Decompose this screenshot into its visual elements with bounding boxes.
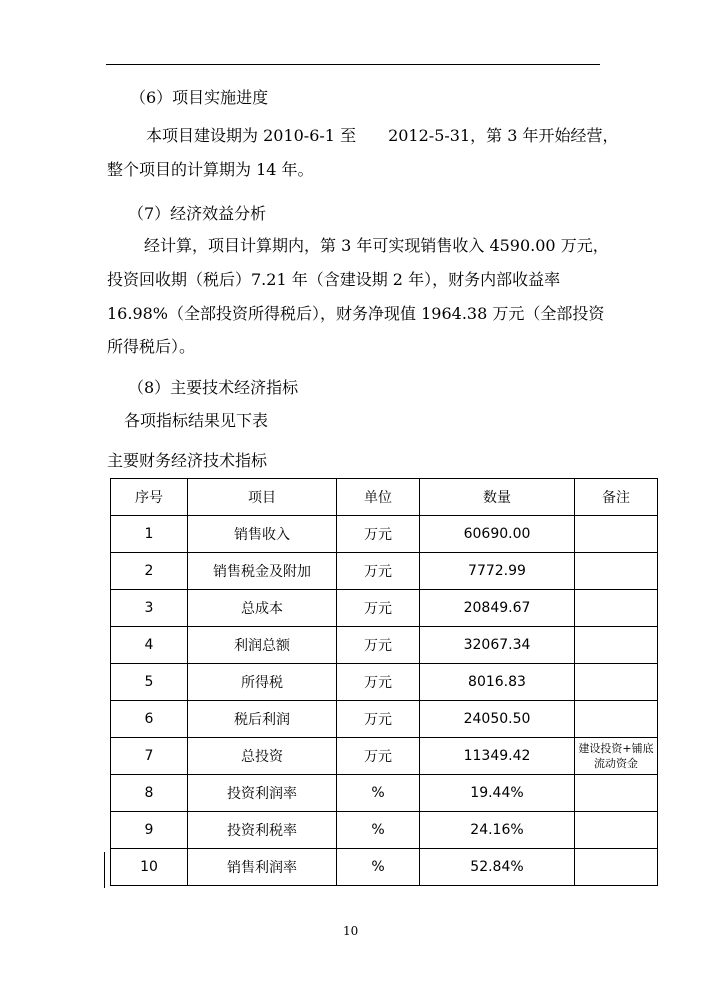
column-header-index: 序号 [111, 479, 188, 516]
cell-remark [575, 590, 658, 627]
indicator-heading: （8）主要技术经济指标 [128, 378, 299, 397]
table-header-row [111, 479, 658, 516]
table-row [111, 738, 658, 775]
column-header-remark: 备注 [575, 479, 658, 516]
table-row [111, 553, 658, 590]
cell-index: 2 [111, 553, 188, 590]
table-row [111, 849, 658, 886]
cell-remark [575, 849, 658, 886]
cell-unit: 万元 [337, 664, 420, 701]
benefit-paragraph-line: 经计算，项目计算期内，第 3 年可实现销售收入 4590.00 万元， [144, 236, 609, 255]
cell-index: 8 [111, 775, 188, 812]
cell-unit: 万元 [337, 516, 420, 553]
table-row [111, 516, 658, 553]
cell-remark [575, 664, 658, 701]
cell-amount: 7772.99 [420, 553, 575, 590]
cell-remark [575, 627, 658, 664]
column-header-unit: 单位 [337, 479, 420, 516]
cell-remark [575, 516, 658, 553]
cell-item: 销售收入 [188, 516, 337, 553]
cell-amount: 52.84% [420, 849, 575, 886]
benefit-paragraph-line: 16.98%（全部投资所得税后），财务净现值 1964.38 万元（全部投资 [107, 304, 605, 323]
margin-mark [104, 852, 105, 888]
cell-unit: 万元 [337, 627, 420, 664]
progress-paragraph-line: 本项目建设期为 2010-6-1 至 2012-5-31，第 3 年开始经营， [146, 126, 619, 145]
cell-item: 销售税金及附加 [188, 553, 337, 590]
progress-paragraph-line: 整个项目的计算期为 14 年。 [107, 160, 314, 179]
cell-amount: 20849.67 [420, 590, 575, 627]
benefit-paragraph-line: 投资回收期（税后）7.21 年（含建设期 2 年），财务内部收益率 [107, 270, 561, 289]
cell-index: 3 [111, 590, 188, 627]
cell-unit: 万元 [337, 738, 420, 775]
cell-item: 投资利税率 [188, 812, 337, 849]
progress-heading: （6）项目实施进度 [130, 88, 269, 107]
cell-amount: 8016.83 [420, 664, 575, 701]
cell-unit: 万元 [337, 701, 420, 738]
cell-remark [575, 701, 658, 738]
table-row [111, 701, 658, 738]
table-row [111, 590, 658, 627]
cell-index: 7 [111, 738, 188, 775]
cell-remark [575, 775, 658, 812]
cell-item: 所得税 [188, 664, 337, 701]
cell-unit: % [337, 775, 420, 812]
cell-amount: 60690.00 [420, 516, 575, 553]
column-header-item: 项目 [188, 479, 337, 516]
cell-item: 税后利润 [188, 701, 337, 738]
cell-remark [575, 553, 658, 590]
cell-item: 利润总额 [188, 627, 337, 664]
cell-item: 总成本 [188, 590, 337, 627]
cell-remark [575, 812, 658, 849]
cell-index: 9 [111, 812, 188, 849]
cell-index: 1 [111, 516, 188, 553]
benefit-heading: （7）经济效益分析 [128, 204, 267, 223]
column-header-amount: 数量 [420, 479, 575, 516]
table-row [111, 812, 658, 849]
cell-unit: 万元 [337, 590, 420, 627]
cell-remark: 建设投资+铺底流动资金 [575, 738, 658, 775]
cell-amount: 19.44% [420, 775, 575, 812]
metrics-table [110, 478, 658, 886]
cell-amount: 24050.50 [420, 701, 575, 738]
cell-item: 投资利润率 [188, 775, 337, 812]
cell-amount: 24.16% [420, 812, 575, 849]
cell-index: 10 [111, 849, 188, 886]
cell-item: 销售利润率 [188, 849, 337, 886]
indicator-note: 各项指标结果见下表 [124, 411, 269, 430]
cell-amount: 11349.42 [420, 738, 575, 775]
table-caption: 主要财务经济技术指标 [107, 451, 268, 470]
header-rule [106, 64, 600, 65]
table-body [111, 516, 658, 886]
page-number: 10 [343, 924, 359, 938]
cell-unit: % [337, 812, 420, 849]
table-row [111, 664, 658, 701]
benefit-paragraph-line: 所得税后）。 [107, 337, 196, 356]
cell-item: 总投资 [188, 738, 337, 775]
cell-unit: % [337, 849, 420, 886]
table-row [111, 775, 658, 812]
cell-index: 4 [111, 627, 188, 664]
cell-index: 5 [111, 664, 188, 701]
cell-index: 6 [111, 701, 188, 738]
table-row [111, 627, 658, 664]
cell-unit: 万元 [337, 553, 420, 590]
cell-amount: 32067.34 [420, 627, 575, 664]
